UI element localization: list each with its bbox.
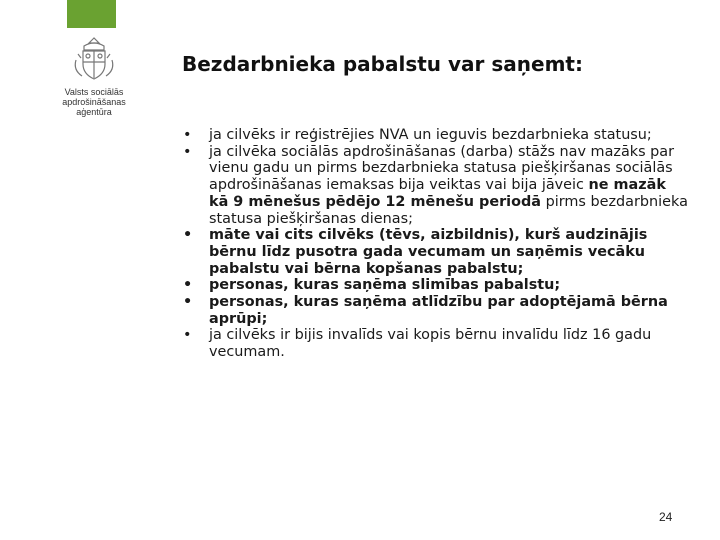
bullet-list [183,127,688,361]
bullet-icon: • [183,143,192,160]
list-item-text: personas, kuras saņēma slimības pabalstu; [209,277,561,294]
bullet-icon: • [183,127,192,143]
bullet-icon: • [183,294,193,311]
slide-title: Bezdarbnieka pabalstu var saņemt: [182,52,583,76]
list-item-text: ja cilvēka sociālās apdrošināšanas (darba) stāžs nav mazāks par vienu gadu un pirms bezdarbnieka statusa piešķiršanas sociālās apdrošināšanas iemaksas bija veiktas vai bija jāveic [209,143,675,194]
bullet-icon: • [183,327,192,344]
agency-logo [44,34,144,117]
bullet-icon: • [183,277,193,294]
list-item [183,294,688,327]
list-item-emphasis: ne mazāk kā 9 mēnešus pēdējo 12 mēnešu periodā [209,177,666,210]
list-item-text: personas, kuras saņēma atlīdzību par adoptējamā bērna aprūpi; [209,294,668,327]
list-item [183,127,688,144]
list-item-text: ja cilvēks ir reģistrējies NVA un ieguvis bezdarbnieka statusu; [209,127,652,143]
logo-line-3: aģentūra [76,107,112,117]
list-item [183,227,688,277]
page-number: 24 [659,510,673,524]
list-item-text: ja cilvēks ir bijis invalīds vai kopis bērnu invalīdu līdz 16 gadu vecumam. [209,327,652,361]
list-item [183,327,688,360]
bullet-icon: • [183,227,193,244]
list-item-text-tail: pirms bezdarbnieka statusa piešķiršanas dienas; [209,193,688,227]
list-item [183,277,688,294]
logo-line-2: apdrošināšanas [62,97,126,107]
logo-line-1: Valsts sociālās [64,87,124,97]
coat-of-arms-icon [68,34,120,84]
list-item [183,144,688,228]
green-accent-bar [67,0,116,28]
list-item-text: māte vai cits cilvēks (tēvs, aizbildnis), kurš audzinājis bērnu līdz pusotra gada vecumam un saņēmis vecāku pabalstu vai bērna kopšanas pabalstu; [209,227,648,277]
